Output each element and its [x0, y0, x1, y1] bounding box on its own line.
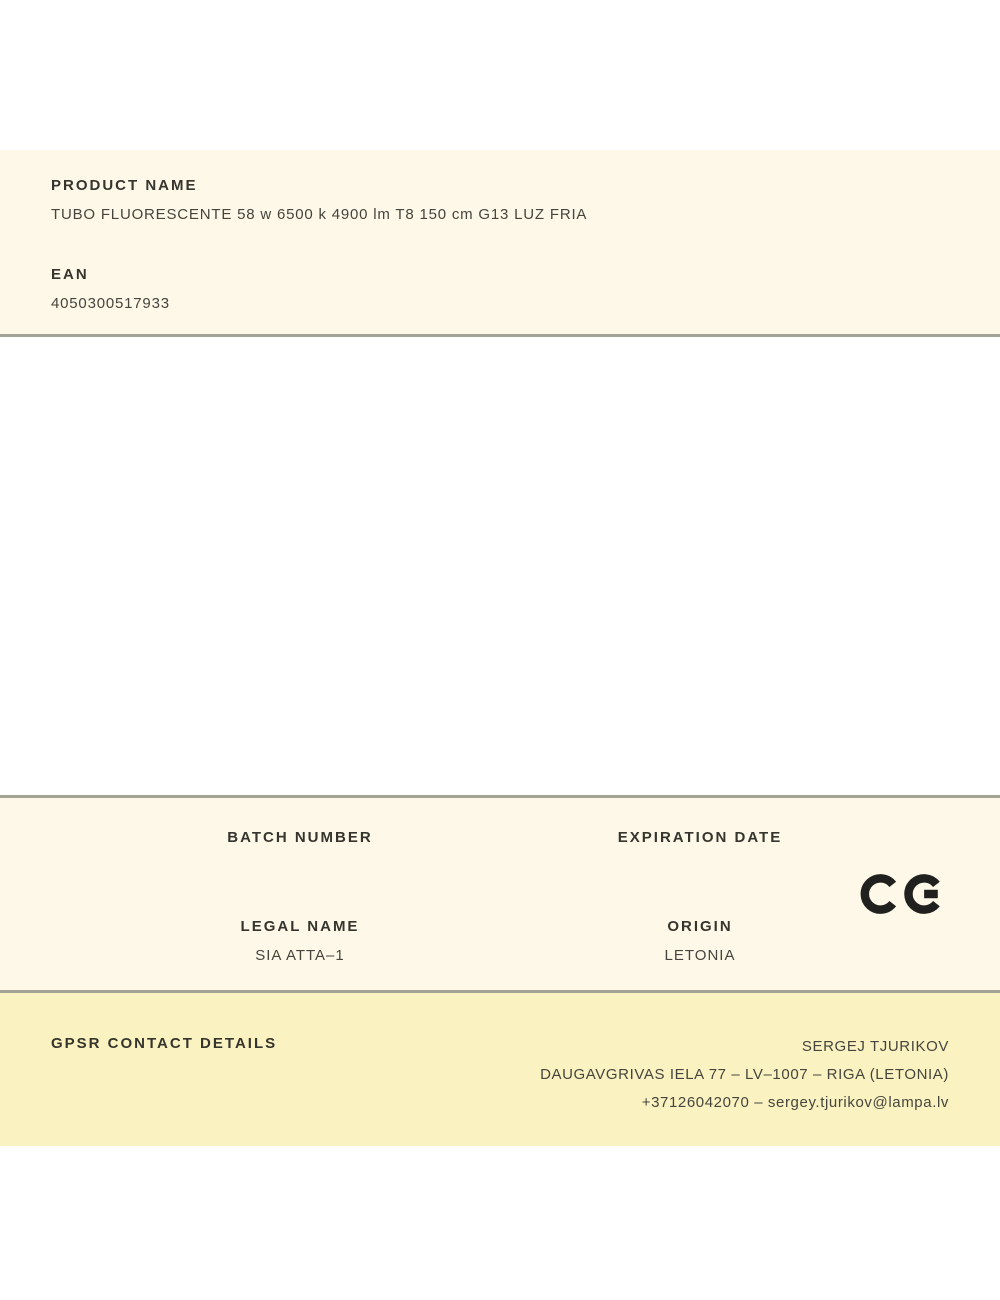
ean-value: 4050300517933: [51, 295, 170, 312]
expiration-date-field: [500, 828, 900, 877]
batch-grid: [100, 828, 900, 966]
product-name-label: PRODUCT NAME: [51, 177, 198, 194]
gpsr-contact-section: [0, 993, 1000, 1146]
product-name-value: TUBO FLUORESCENTE 58 w 6500 k 4900 lm T8 150 cm G13 LUZ FRIA: [51, 206, 588, 223]
middle-whitespace: [0, 337, 1000, 795]
expiration-date-label: EXPIRATION DATE: [617, 829, 783, 846]
legal-name-field: [100, 917, 500, 966]
origin-value: LETONIA: [664, 947, 736, 964]
ean-field: [51, 265, 949, 314]
ce-mark-icon: [857, 863, 943, 925]
contact-address: DAUGAVGRIVAS IELA 77 – LV–1007 – RIGA (LETONIA): [540, 1066, 949, 1083]
batch-origin-section: [0, 795, 1000, 993]
origin-label: ORIGIN: [667, 918, 733, 935]
legal-name-value: SIA ATTA–1: [255, 947, 345, 964]
top-whitespace: [0, 0, 1000, 150]
product-info-section: [0, 150, 1000, 337]
origin-field: [500, 917, 900, 966]
batch-number-value: [100, 857, 500, 877]
legal-name-label: LEGAL NAME: [240, 918, 360, 935]
contact-phone-email: +37126042070 – sergey.tjurikov@lampa.lv: [641, 1094, 949, 1111]
ean-label: EAN: [51, 266, 89, 283]
batch-number-field: [100, 828, 500, 877]
gpsr-contact-block: [540, 1033, 949, 1117]
product-name-field: [51, 176, 949, 225]
contact-name: SERGEJ TJURIKOV: [801, 1038, 949, 1055]
gpsr-contact-details-label: GPSR CONTACT DETAILS: [51, 1035, 278, 1052]
expiration-date-value: [500, 857, 900, 877]
batch-number-label: BATCH NUMBER: [227, 829, 373, 846]
